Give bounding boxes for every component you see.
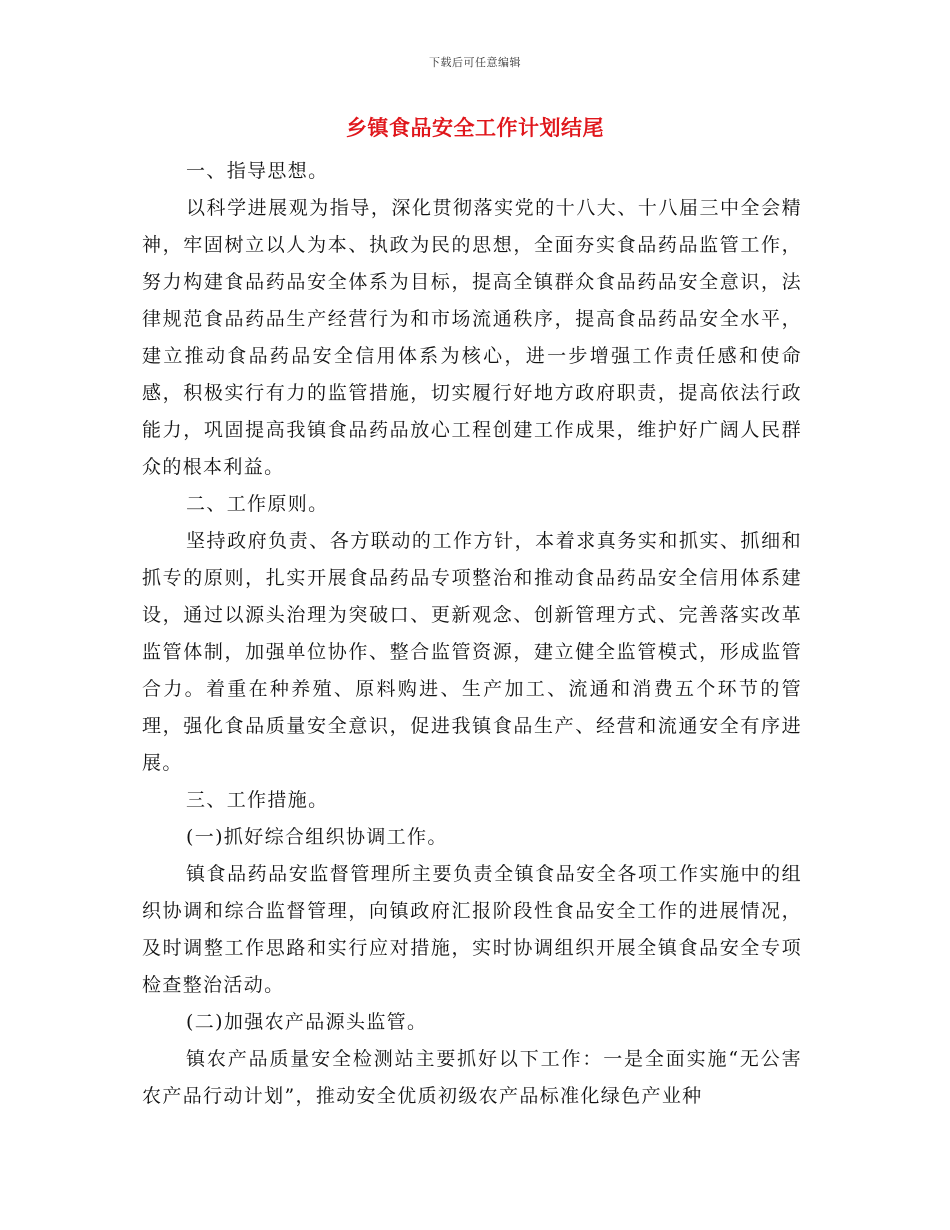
section-heading-guiding-thought: 一、指导思想。: [186, 160, 329, 182]
paragraph-coordination: 镇食品药品安监督管理所主要负责全镇食品安全各项工作实施中的组织协调和综合监督管理，向镇政府汇报阶段性食品安全工作的进展情况，及时调整工作思路和实行应对措施，实时协调组织开展全镇食品安全专项检查整治活动。: [142, 863, 802, 996]
paragraph-guiding-thought: 以科学进展观为指导，深化贯彻落实党的十八大、十八届三中全会精神，牢固树立以人为本、执政为民的思想，全面夯实食品药品监管工作，努力构建食品药品安全体系为目标，提高全镇群众食品药品安全意识，法律规范食品药品生产经营行为和市场流通秩序，提高食品药品安全水平，建立推动食品药品安全信用体系为核心，进一步增强工作责任感和使命感，积极实行有力的监管措施，切实履行好地方政府职责，提高依法行政能力，巩固提高我镇食品药品放心工程创建工作成果，维护好广阔人民群众的根本利益。: [142, 197, 802, 478]
section-heading-work-principles: 二、工作原则。: [186, 493, 329, 515]
subheading-source-supervision: (二)加强农产品源头监管。: [186, 1011, 428, 1033]
document-body: [142, 153, 802, 1115]
paragraph-source-supervision: 镇农产品质量安全检测站主要抓好以下工作：一是全面实施“无公害农产品行动计划”，推动安全优质初级农产品标准化绿色产业种: [142, 1048, 802, 1107]
document-title: 乡镇食品安全工作计划结尾: [346, 115, 604, 140]
paragraph-work-principles: 坚持政府负责、各方联动的工作方针，本着求真务实和抓实、抓细和抓专的原则，扎实开展食品药品专项整治和推动食品药品安全信用体系建设，通过以源头治理为突破口、更新观念、创新管理方式、完善落实改革监管体制，加强单位协作、整合监管资源，建立健全监管模式，形成监管合力。着重在种养殖、原料购进、生产加工、流通和消费五个环节的管理，强化食品质量安全意识，促进我镇食品生产、经营和流通安全有序进展。: [142, 530, 802, 774]
page-header-note: 下载后可任意编辑: [429, 56, 521, 69]
subheading-coordination: (一)抓好综合组织协调工作。: [186, 826, 448, 848]
section-heading-work-measures: 三、工作措施。: [186, 789, 329, 811]
